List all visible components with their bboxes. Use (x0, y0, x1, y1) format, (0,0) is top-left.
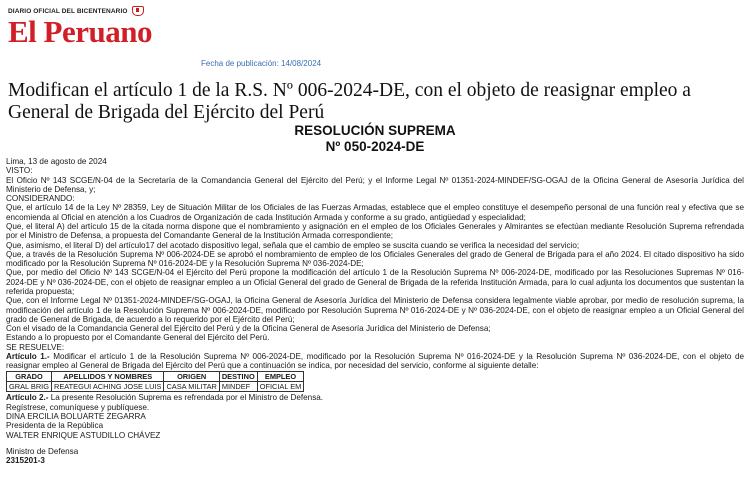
table-cell: GRAL BRIG (7, 382, 52, 392)
column-header: ORIGEN (164, 372, 219, 382)
table-header-row (7, 372, 304, 382)
table-cell: MINDEF (219, 382, 257, 392)
resolution-number: Nº 050-2024-DE (325, 139, 425, 154)
publication-date: Fecha de publicación: 14/08/2024 (201, 59, 322, 68)
column-header: DESTINO (219, 372, 257, 382)
considerando-8: Estando a lo propuesto por el Comandante General del Ejército del Perú. (6, 333, 270, 343)
coat-of-arms-icon (132, 6, 144, 16)
article-1-text: Modificar el artículo 1 de la Resolución Suprema Nº 006-2024-DE, modificado por la Resolución Suprema Nº 016-2024-DE y la Resolución Suprema Nº 036-2024-DE, con el objeto de reasignar empleo al General de Brigada del Ejército del Perú que a continuación se indica, por necesidad del servicio, conforme al siguiente detalle: (6, 351, 744, 371)
considerando-label: CONSIDERANDO: (6, 194, 75, 204)
considerando-4: Que, a través de la Resolución Suprema Nº 006-2024-DE se aprobó el nombramiento de empleo de los Oficiales Generales del grado de General de Brigada para el año 2024. El citado dispositivo ha sido modificado por la Resolución Suprema Nº 016-2024-DE y la Resolución Suprema Nº 036-2024-DE; (6, 249, 744, 269)
article-2-label: Artículo 2.- (6, 393, 49, 403)
signer-2-title: Ministro de Defensa (6, 446, 79, 456)
place-date: Lima, 13 de agosto de 2024 (6, 157, 107, 166)
considerando-5: Que, por medio del Oficio Nº 143 SCGE/N-04 el Ejército del Perú propone la modificación del artículo 1 de la Resolución Suprema Nº 006-2024-DE, modificado por las Resoluciones Supremas Nº 016-2024-DE y Nº 036-2024-DE, con el objeto de reasignar empleo a un Oficial General del grado de General de Brigada de la referida Institución Armada, para lo cual adjunta los documentos que sustentan la referida propuesta; (6, 268, 744, 296)
column-header: EMPLEO (257, 372, 304, 382)
tagline-text: DIARIO OFICIAL DEL BICENTENARIO (8, 7, 128, 15)
article-1-label: Artículo 1.- (6, 351, 50, 361)
closing-formula: Regístrese, comuníquese y publíquese. (6, 402, 150, 412)
considerando-1: Que, el artículo 14 de la Ley Nº 28359, Ley de Situación Militar de los Oficiales de las Fuerzas Armadas, establece que el empleo constituye el desempeño personal de una función real y efectiva que se encomienda al Oficial en atención a los Cuadros de Organización de cada Institución Armada y conforme a su grado, antigüedad y especialidad; (6, 203, 744, 222)
table-row (7, 382, 304, 392)
signer-1-name: DINA ERCILIA BOLUARTE ZEGARRA (6, 412, 146, 422)
visto-text: El Oficio Nº 143 SCGE/N-04 de la Secretaría de la Comandancia General del Ejército del Perú; y el Informe Legal Nº 01351-2024-MINDEF/SG-OGAJ de la Oficina General de Asesoría Jurídica del Ministerio de Defensa, y; (6, 175, 744, 194)
signer-2-name: WALTER ENRIQUE ASTUDILLO CHÁVEZ (6, 430, 161, 440)
article-1 (6, 352, 744, 371)
masthead (8, 6, 178, 47)
column-header: APELLIDOS Y NOMBRES (51, 372, 163, 382)
headline: Modifican el artículo 1 de la R.S. Nº 006-2024-DE, con el objeto de reasignar empleo a General de Brigada del Ejército del Perú (8, 80, 691, 123)
visto-label: VISTO: (6, 166, 33, 176)
table-cell: OFICIAL EM (257, 382, 304, 392)
resolution-type: RESOLUCIÓN SUPREMA (294, 123, 456, 138)
considerando-7: Con el visado de la Comandancia General del Ejército del Perú y de la Oficina General de Asesoría Jurídica del Ministerio de Defensa; (6, 324, 491, 334)
brand-logo: El Peruano (8, 14, 152, 49)
employment-table (6, 371, 304, 392)
considerando-6: Que, con el Informe Legal Nº 01351-2024-MINDEF/SG-OGAJ, la Oficina General de Asesoría Jurídica del Ministerio de Defensa considera legalmente viable aprobar, por medio de resolución suprema, la modificación del artículo 1 de la Resolución Suprema Nº 006-2024-DE, modificado por Resolución Suprema Nº 016-2024-DE y Nº 036-2024-DE, con el objeto de reasignar empleo a un Oficial General del grado de General de Brigada, de acuerdo a lo requerido por el Ejército del Perú; (6, 296, 744, 324)
table-cell: REATEGUI ACHING JOSE LUIS (51, 382, 163, 392)
table-cell: CASA MILITAR (164, 382, 219, 392)
document-code: 2315201-3 (6, 456, 45, 466)
article-2-text: La presente Resolución Suprema es refrendada por el Ministro de Defensa. (48, 393, 324, 403)
document-body (6, 157, 744, 465)
considerando-2: Que, el literal A) del artículo 15 de la citada norma dispone que el nombramiento y asignación en el empleo de los Oficiales Generales y Almirantes se efectúan mediante Resolución Suprema refrendada por el Ministro de Defensa, a propuesta del Comandante General de la Institución Armada correspondiente; (6, 221, 744, 241)
considerando-3: Que, asimismo, el literal D) del artículo17 del acotado dispositivo legal, señala que el cambio de empleo se suscita cuando se verifica la necesidad del servicio; (6, 240, 580, 250)
signer-1-title: Presidenta de la República (6, 421, 104, 431)
se-resuelve: SE RESUELVE: (6, 342, 65, 352)
column-header: GRADO (7, 372, 52, 382)
article-2 (6, 393, 744, 402)
